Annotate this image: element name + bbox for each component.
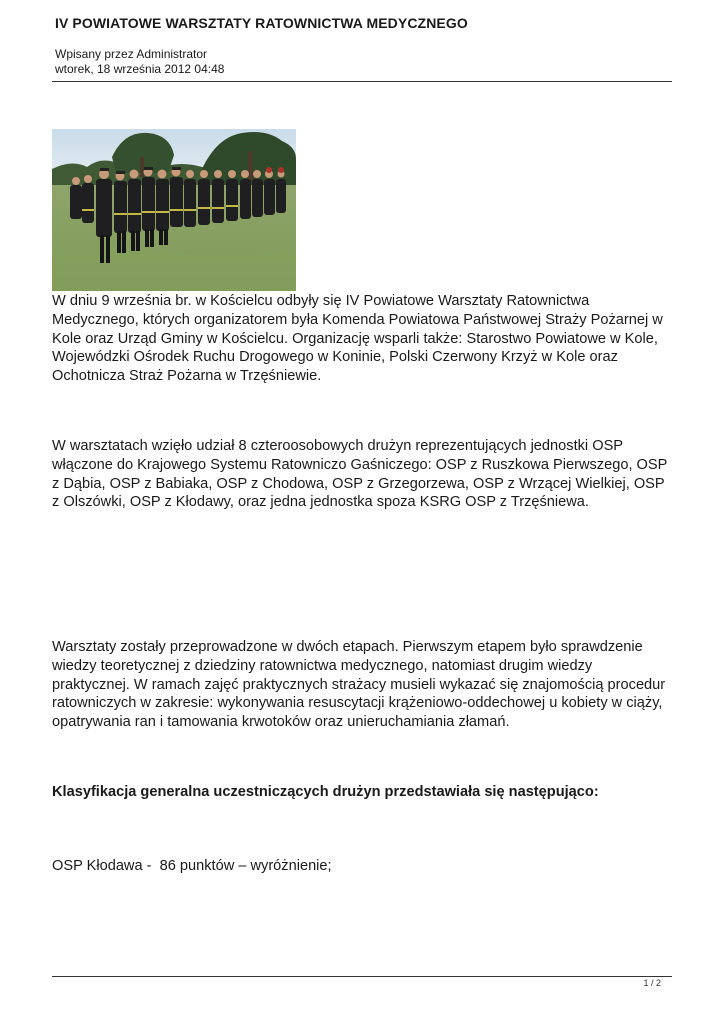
result-line: OSP Kłodawa - 86 punktów – wyróżnienie;: [52, 858, 332, 874]
footer-divider: [52, 976, 672, 977]
article-title: IV POWIATOWE WARSZTATY RATOWNICTWA MEDYCZNEGO: [55, 15, 468, 31]
page-number: 1 / 2: [643, 978, 661, 988]
author-line: Wpisany przez Administrator: [55, 47, 208, 61]
paragraph-intro: W dniu 9 września br. w Kościelcu odbyły się IV Powiatowe Warsztaty Ratownictwa Medycznego, których organizatorem była Komenda Powiatowa Państwowej Straży Pożarnej w Kole oraz Urząd Gminy w Kościelcu. Organizację wsparli także: Starostwo Powiatowe w Kole, Wojewódzki Ośrodek Ruchu Drogowego w Koninie, Polski Czerwony Krzyż w Kole oraz Ochotnicza Straż Pożarna w Trzęśniewie.: [52, 293, 663, 385]
paragraph-stages: Warsztaty zostały przeprowadzone w dwóch etapach. Pierwszym etapem było sprawdzenie wiedzy teoretycznej z dziedziny ratownictwa medycznego, natomiast drugim wiedzy praktycznej. W ramach zajęć praktycznych strażacy musieli wykazać się znajomością procedur ratowniczych w zakresie: wykonywania resuscytacji krążeniowo-oddechowej u kobiety w ciąży, opatrywania ran i tamowania krwotoków oraz unieruchamiania złamań.: [52, 639, 666, 731]
paragraph-participants: W warsztatach wzięło udział 8 czteroosobowych drużyn reprezentujących jednostki OSP włączone do Krajowego Systemu Ratowniczo Gaśniczego: OSP z Ruszkowa Pierwszego, OSP z Dąbia, OSP z Babiaka, OSP z Chodowa, OSP z Grzegorzewa, OSP z Wrzącej Wielkiej, OSP z Olszówki, OSP z Kłodawy, oraz jedna jednostka spoza KSRG OSP z Trzęśniewa.: [52, 438, 668, 511]
classification-heading: Klasyfikacja generalna uczestniczących drużyn przedstawiała się następująco:: [52, 784, 599, 800]
date-line: wtorek, 18 września 2012 04:48: [55, 62, 225, 76]
article-photo: [52, 129, 296, 291]
article-meta: [55, 47, 224, 77]
header-divider: [52, 81, 672, 82]
